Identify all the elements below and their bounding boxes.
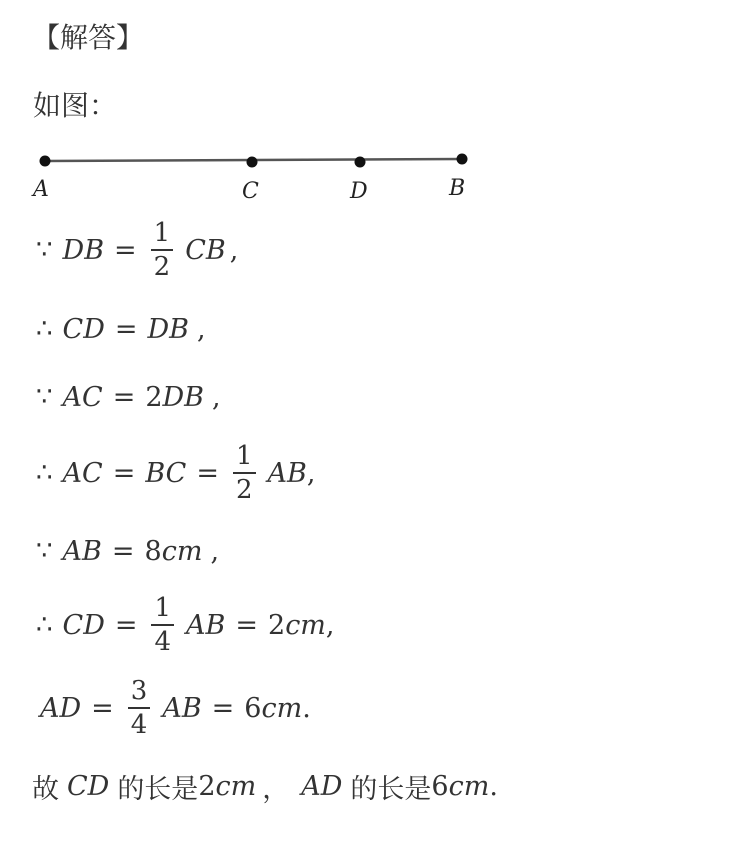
segment-diagram — [0, 140, 520, 220]
step-7 — [40, 676, 311, 740]
term: BC — [145, 457, 187, 489]
term: AB — [267, 457, 307, 489]
punctuation: , — [196, 313, 206, 345]
term: AB — [62, 535, 102, 567]
coefficient: 2 — [145, 381, 163, 413]
numerator: 1 — [153, 218, 171, 248]
term: CD — [62, 609, 105, 641]
label-c: C — [242, 179, 259, 204]
term: DB — [147, 313, 189, 345]
fraction — [151, 595, 174, 655]
term: AC — [62, 381, 103, 413]
punctuation: . — [302, 692, 311, 724]
unit: cm — [285, 609, 326, 641]
point-d — [355, 157, 366, 168]
numerator: 1 — [235, 441, 253, 471]
term: AB — [162, 692, 202, 724]
punctuation: . — [489, 770, 498, 802]
unit: cm — [448, 770, 490, 802]
because-symbol: ∵ — [36, 536, 53, 566]
fraction — [151, 220, 174, 280]
therefore-symbol: ∴ — [36, 458, 53, 488]
term: AD — [40, 692, 82, 724]
unit: cm — [261, 692, 303, 724]
step-5 — [36, 525, 219, 577]
step-4 — [36, 441, 316, 505]
term: CB — [185, 234, 226, 266]
denominator: 2 — [233, 472, 256, 503]
therefore-symbol: ∴ — [36, 314, 53, 344]
numerator: 3 — [130, 676, 148, 706]
unit: cm — [215, 770, 257, 802]
equals: = — [114, 313, 138, 345]
therefore-symbol: ∴ — [36, 610, 53, 640]
value: 6 — [431, 770, 449, 802]
value: 8 — [144, 535, 162, 567]
equals: = — [114, 609, 138, 641]
equals: = — [114, 234, 137, 266]
numerator: 1 — [154, 593, 172, 623]
answer-header: 【解答】 — [32, 21, 145, 54]
step-1 — [36, 218, 239, 282]
intro-text: 如图： — [33, 89, 118, 122]
step-6 — [36, 593, 335, 657]
because-symbol: ∵ — [36, 382, 53, 412]
separator: ， — [262, 773, 290, 805]
conclusion-prefix: 故 — [32, 773, 59, 805]
term: AD — [301, 770, 343, 802]
value: 2 — [268, 609, 286, 641]
fraction — [233, 443, 256, 503]
term: DB — [62, 234, 105, 266]
value: 2 — [198, 770, 216, 802]
equals: = — [111, 535, 135, 567]
equals: = — [112, 457, 136, 489]
term: DB — [162, 381, 205, 413]
punctuation: , — [229, 234, 239, 266]
denominator: 4 — [128, 707, 151, 738]
point-b — [457, 154, 468, 165]
value: 6 — [244, 692, 262, 724]
point-c — [247, 157, 258, 168]
equals: = — [211, 692, 235, 724]
punctuation: , — [212, 381, 221, 413]
fraction — [128, 678, 151, 738]
denominator: 2 — [151, 249, 174, 280]
punctuation: , — [210, 535, 220, 567]
label-d: D — [350, 179, 368, 204]
because-symbol: ∵ — [36, 235, 53, 265]
conclusion-text: 的长是 — [350, 773, 432, 805]
step-2 — [36, 303, 206, 355]
term: CD — [67, 770, 110, 802]
denominator: 4 — [151, 624, 174, 655]
step-3 — [36, 371, 221, 423]
equals: = — [112, 381, 136, 413]
term: AC — [62, 457, 103, 489]
label-a: A — [33, 177, 49, 202]
equals: = — [91, 692, 114, 724]
term: AB — [186, 609, 226, 641]
term: CD — [62, 313, 105, 345]
point-a — [40, 156, 51, 167]
unit: cm — [161, 535, 203, 567]
conclusion — [32, 760, 498, 812]
label-b: B — [449, 176, 466, 201]
punctuation: , — [325, 609, 335, 641]
punctuation: , — [306, 457, 316, 489]
conclusion-text: 的长是 — [117, 773, 199, 805]
equals: = — [235, 609, 258, 641]
equals: = — [196, 457, 219, 489]
